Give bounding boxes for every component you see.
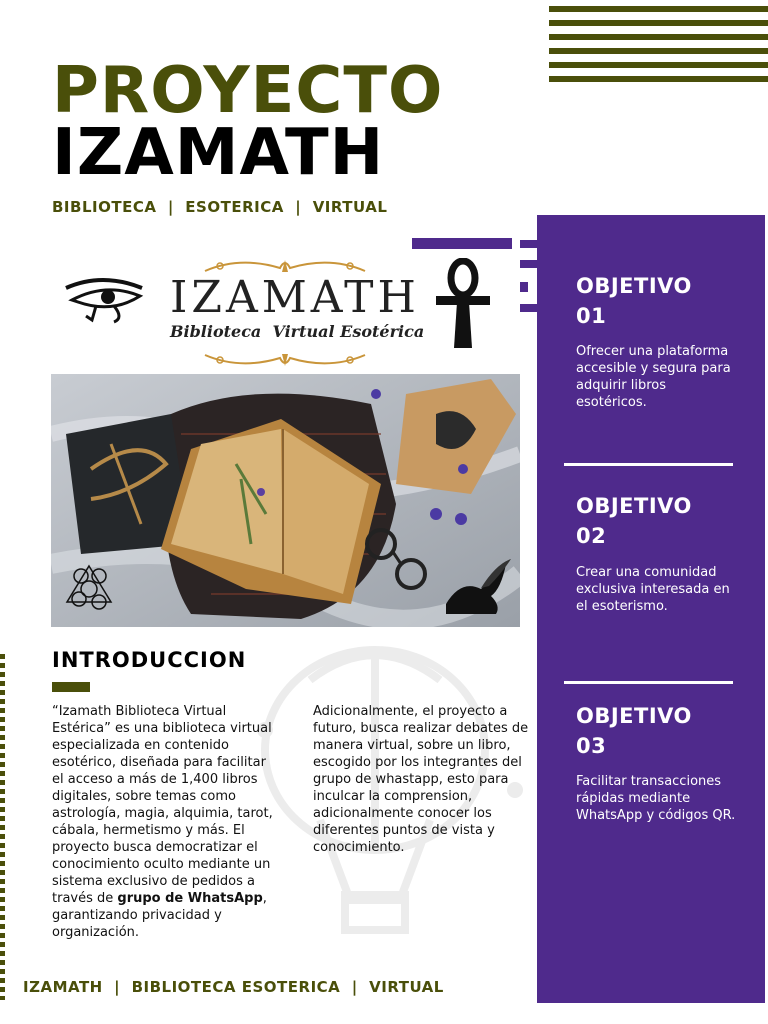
objective-2-label: OBJETIVO	[576, 494, 692, 518]
objective-2-title	[576, 491, 692, 551]
objective-3-label: OBJETIVO	[576, 704, 692, 728]
stripe	[549, 34, 768, 40]
objective-1-text: Ofrecer una plataforma accesible y segura para adquirir libros esotéricos.	[576, 344, 731, 410]
intro-text-part-2: , garantizando privacidad y organización.	[52, 891, 267, 940]
intro-text-part-1: “Izamath Biblioteca Virtual Estérica” es una biblioteca virtual especializada en contenido esotérico, diseñada para facilitar el acceso a más de 1,400 libros digitales, sobre temas como astrología, magia, alquimia, tarot, cábala, hermetismo y más. El proyecto busca democratizar el conocimiento oculto mediante un sistema exclusivo de pedidos a través de	[52, 704, 273, 906]
ankh-icon	[434, 258, 492, 348]
objective-divider	[564, 463, 733, 466]
intro-accent-bar	[52, 682, 90, 692]
accent-mark	[520, 304, 537, 312]
books-photo-illustration	[51, 374, 520, 627]
intro-heading: INTRODUCCION	[52, 648, 247, 672]
books-photo	[51, 374, 520, 627]
logo-subtitle: Biblioteca Virtual Esotérica	[170, 322, 425, 341]
accent-mark	[520, 282, 528, 292]
title-line-2: IZAMATH	[52, 116, 385, 190]
accent-mark	[520, 240, 537, 248]
objective-divider	[564, 681, 733, 684]
stripe	[549, 20, 768, 26]
objectives-sidebar	[537, 215, 765, 1003]
decorative-stripes	[549, 6, 768, 90]
objective-3-number: 03	[576, 734, 607, 758]
logo-wordmark: IZAMATH	[170, 272, 420, 323]
footer-text: IZAMATH | BIBLIOTECA ESOTERICA | VIRTUAL	[23, 978, 444, 996]
intro-column-1	[52, 703, 280, 941]
stripe	[549, 76, 768, 82]
izamath-logo	[170, 252, 425, 374]
stripe	[549, 48, 768, 54]
objective-3-title	[576, 701, 692, 761]
accent-bar	[412, 238, 512, 249]
eye-of-horus-icon	[62, 274, 146, 324]
title-line-1: PROYECTO	[52, 54, 444, 128]
objective-1-label: OBJETIVO	[576, 274, 692, 298]
objective-2-number: 02	[576, 524, 607, 548]
intro-column-2: Adicionalmente, el proyecto a futuro, busca realizar debates de manera virtual, sobre un libro, escogido por los integrantes del grupo de whastapp, esto para inculcar la comprension, adicionalmente conocer los diferentes puntos de vista y conocimiento.	[313, 704, 529, 855]
accent-mark	[520, 260, 537, 268]
intro-bold-text: grupo de WhatsApp	[117, 891, 263, 906]
stripe	[549, 62, 768, 68]
ornament-bottom-icon	[200, 350, 370, 370]
stripe	[549, 6, 768, 12]
objective-1-number: 01	[576, 304, 607, 328]
dotted-edge	[0, 654, 5, 1000]
header-tagline: BIBLIOTECA | ESOTERICA | VIRTUAL	[52, 198, 388, 216]
objective-1-title	[576, 271, 692, 331]
objective-3-text: Facilitar transacciones rápidas mediante WhatsApp y códigos QR.	[576, 774, 736, 823]
objective-2-text: Crear una comunidad exclusiva interesada en el esoterismo.	[576, 565, 730, 614]
logo-area	[60, 250, 500, 375]
